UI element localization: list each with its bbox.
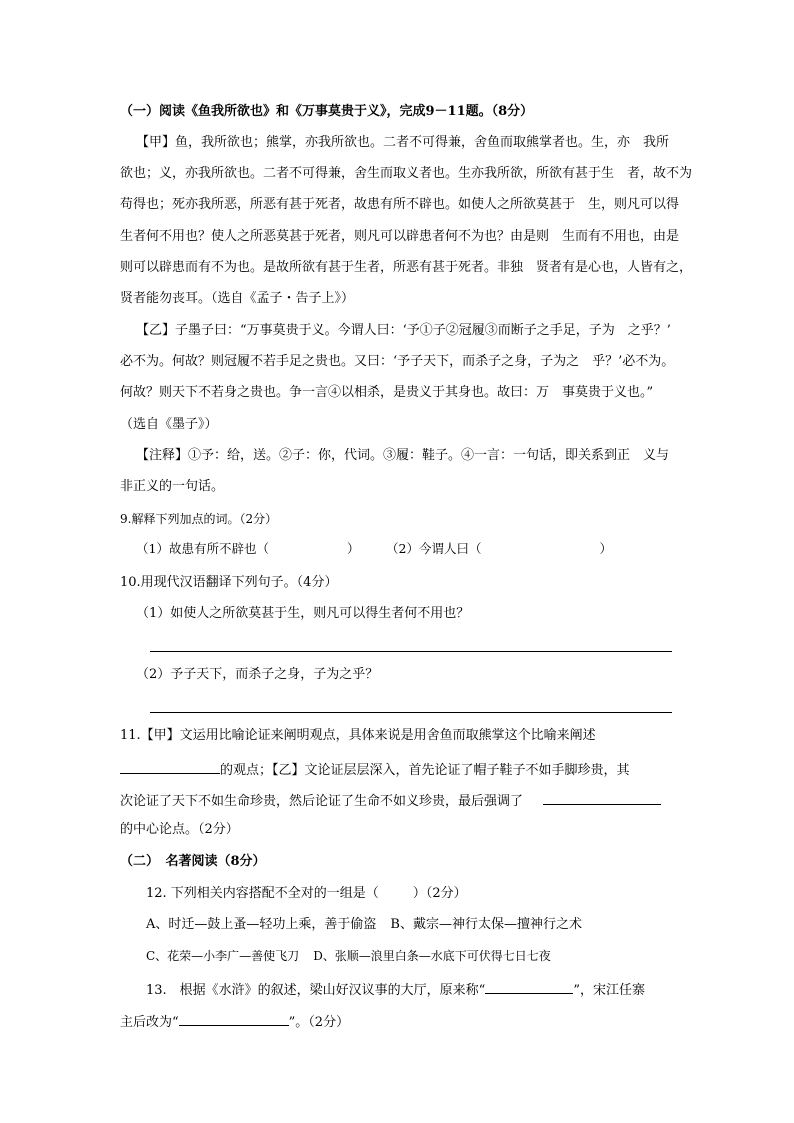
q12-option-d: D、张顺—浪里白条—水底下可伏得七日七夜 xyxy=(313,949,551,963)
yi-line: 【乙】子墨子曰：“万事莫贵于义。今谓人曰：‘予①子②冠履③而断子之手足，子为 之乎？’ xyxy=(136,323,671,338)
q10-item1: （1）如使人之所欲莫甚于生，则凡可以得生者何不用也？ xyxy=(136,606,470,621)
q11-line3 xyxy=(120,790,661,811)
q9-item2-text: （2）今谓人曰（ xyxy=(386,541,482,556)
q13-blank1[interactable] xyxy=(485,979,573,994)
notes-line: 非正义的一句话。 xyxy=(120,479,225,494)
q12-option-b: B、戴宗—神行太保—擅神行之术 xyxy=(390,917,582,932)
q10-item2-answer-line[interactable] xyxy=(150,712,672,713)
yi-line: （选自《墨子》） xyxy=(120,417,218,432)
jia-line: 贤者能勿丧耳。（选自《孟子・告子上》） xyxy=(120,291,355,306)
q12-prompt xyxy=(146,885,467,903)
section2-heading: （二） 名著阅读（8分） xyxy=(120,854,266,869)
q13-line2 xyxy=(120,1011,349,1032)
section1-heading: （一）阅读《鱼我所欲也》和《万事莫贵于义》，完成9－11题。（8分） xyxy=(120,104,534,119)
q12-option-a: A、时迁—鼓上蚤—轻功上乘，善于偷盗 xyxy=(146,917,377,932)
q9-item1-close: ） xyxy=(346,541,360,556)
q12-options-row2 xyxy=(146,947,551,965)
q13-text3: 主后改为“ xyxy=(120,1015,179,1030)
q11-line2 xyxy=(120,759,630,780)
notes-line: 【注释】①予：给，送。②子：你，代词。③履：鞋子。④一言：一句话，即关系到正 义与 xyxy=(136,448,670,463)
q13-text2: ”，宋江任寨 xyxy=(573,983,645,998)
jia-line: 【甲】鱼，我所欲也；熊掌，亦我所欲也。二者不可得兼，舍鱼而取熊掌者也。生，亦 我所 xyxy=(136,135,670,150)
jia-line: 苟得也；死亦我所恶，所恶有甚于死者，故患有所不辟也。如使人之所欲莫甚于 生，则凡可以得 xyxy=(120,197,680,212)
q12-prompt-text: 12. 下列相关内容搭配不全对的一组是（ xyxy=(146,886,379,901)
q10-item2: （2）予子天下，而杀子之身，子为之乎？ xyxy=(136,667,379,682)
q13-line1 xyxy=(146,979,645,1000)
q12-option-c: C、花荣—小李广—善使飞刀 xyxy=(146,949,300,963)
q9-prompt: 9.解释下列加点的词。（2分） xyxy=(120,512,278,526)
jia-line: 欲也；义，亦我所欲也。二者不可得兼，舍生而取义者也。生亦我所欲，所欲有甚于生 者，故不为 xyxy=(120,166,693,181)
q11-line2-text: 的观点；【乙】文论证层层深入，首先论证了帽子鞋子不如手脚珍贵，其 xyxy=(220,763,630,778)
q11-line4: 的中心论点。（2分） xyxy=(120,822,239,837)
q13-text1: 13. 根据《水浒》的叙述，梁山好汉议事的大厅，原来称“ xyxy=(146,983,486,998)
q11-line1: 11.【甲】文运用比喻论证来阐明观点，具体来说是用舍鱼而取熊掌这个比喻来阐述 xyxy=(120,728,596,743)
q10-item1-answer-line[interactable] xyxy=(150,651,672,652)
yi-line: 必不为。何故？则冠履不若手足之贵也。又曰：‘予子天下，而杀子之身，子为之 乎？’必不为。 xyxy=(120,354,675,369)
q9-item1-text: （1）故患有所不辟也（ xyxy=(136,541,269,556)
yi-line: 何故？则天下不若身之贵也。争一言④以相杀，是贵义于其身也。故曰：万 事莫贵于义也。” xyxy=(120,385,654,400)
jia-line: 则可以辟患而有不为也。是故所欲有甚于生者，所恶有甚于死者。非独 贤者有是心也，人皆有之， xyxy=(120,260,693,275)
q9-item2-close: ） xyxy=(599,541,612,556)
q11-blank1[interactable] xyxy=(120,759,220,774)
jia-line: 生者何不用也？使人之所恶莫甚于死者，则凡可以辟患者何不为也？由是则 生而有不用也，由是 xyxy=(120,229,680,244)
q9-item1 xyxy=(136,540,359,558)
q12-options-row1 xyxy=(146,916,582,934)
q10-prompt: 10.用现代汉语翻译下列句子。（4分） xyxy=(120,575,338,590)
q13-blank2[interactable] xyxy=(179,1011,289,1026)
q13-text4: ”。（2分） xyxy=(288,1015,350,1030)
q11-line3-text: 次论证了天下不如生命珍贵，然后论证了生命不如义珍贵，最后强调了 xyxy=(120,794,524,809)
q11-blank2[interactable] xyxy=(543,790,661,805)
q12-prompt-end: ）（2分） xyxy=(412,886,467,901)
q9-item2 xyxy=(386,540,612,558)
